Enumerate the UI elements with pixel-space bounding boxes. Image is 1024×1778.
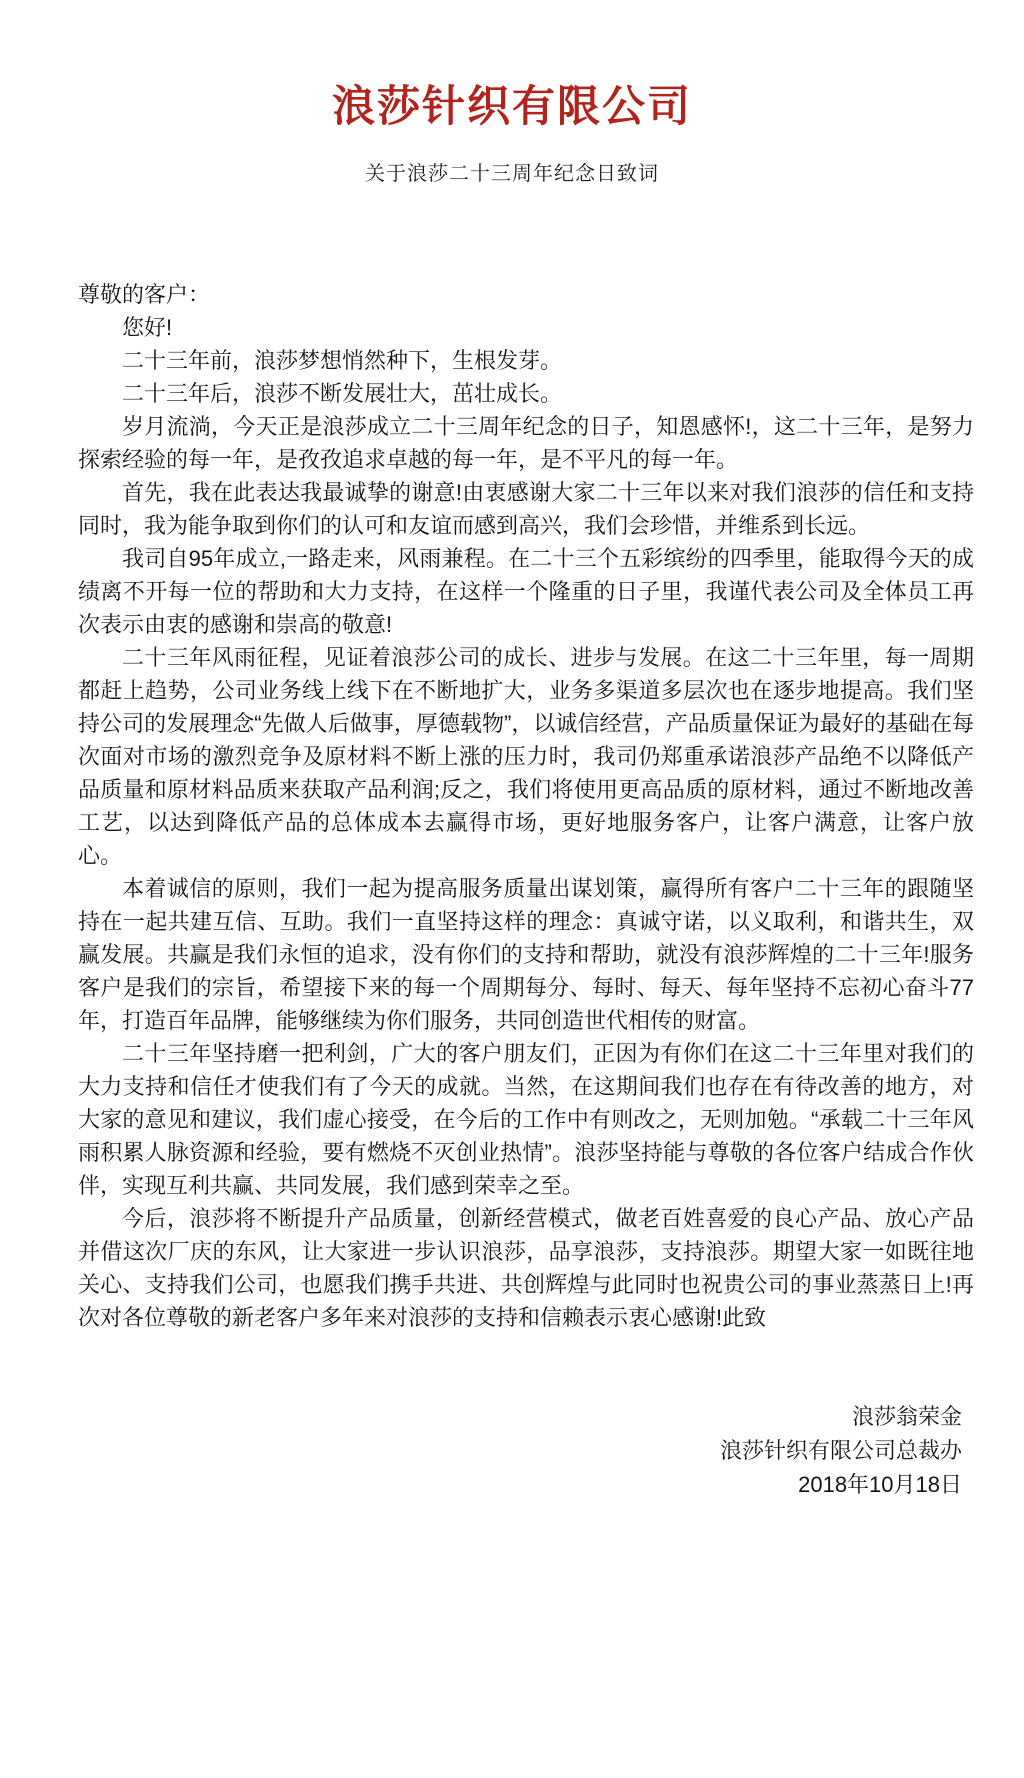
letter-header bbox=[0, 0, 1024, 186]
letter-subtitle: 关于浪莎二十三周年纪念日致词 bbox=[365, 163, 659, 185]
letter-body bbox=[78, 278, 974, 1502]
letter-paragraph: 我司自95年成立,一路走来，风雨兼程。在二十三个五彩缤纷的四季里，能取得今天的成绩离不开每一位的帮助和大力支持，在这样一个隆重的日子里，我谨代表公司及全体员工再次表示由衷的感谢和崇高的敬意! bbox=[78, 546, 974, 637]
letter-paragraph: 二十三年前，浪莎梦想悄然种下，生根发芽。 bbox=[122, 348, 563, 373]
salutation: 尊敬的客户： bbox=[78, 282, 211, 307]
letter-paragraph: 二十三年后，浪莎不断发展壮大，茁壮成长。 bbox=[122, 381, 563, 406]
letter-paragraph: 本着诚信的原则，我们一起为提高服务质量出谋划策，赢得所有客户二十三年的跟随坚持在一起共建互信、互助。我们一直坚持这样的理念：真诚守诺，以义取利，和谐共生，双赢发展。共赢是我们永恒的追求，没有你们的支持和帮助，就没有浪莎辉煌的二十三年!服务客户是我们的宗旨，希望接下来的每一个周期每分、每时、每天、每年坚持不忘初心奋斗77年，打造百年品牌，能够继续为你们服务，共同创造世代相传的财富。 bbox=[78, 876, 974, 1033]
letter-paragraph: 首先，我在此表达我最诚挚的谢意!由衷感谢大家二十三年以来对我们浪莎的信任和支持同时，我为能争取到你们的认可和友谊而感到高兴，我们会珍惜，并维系到长远。 bbox=[78, 480, 974, 538]
letter-paragraph: 二十三年坚持磨一把利剑，广大的客户朋友们，正因为有你们在这二十三年里对我们的大力支持和信任才使我们有了今天的成就。当然，在这期间我们也存在有待改善的地方，对大家的意见和建议，我们虚心接受，在今后的工作中有则改之，无则加勉。“承载二十三年风雨积累人脉资源和经验，要有燃烧不灭创业热情”。浪莎坚持能与尊敬的各位客户结成合作伙伴，实现互利共赢、共同发展，我们感到荣幸之至。 bbox=[78, 1041, 974, 1198]
letter-paragraph: 您好! bbox=[122, 315, 173, 340]
company-title: 浪莎针织有限公司 bbox=[332, 83, 692, 131]
signature-name: 浪莎翁荣金 bbox=[851, 1404, 962, 1429]
letter-paragraph: 岁月流淌，今天正是浪莎成立二十三周年纪念的日子，知恩感怀!，这二十三年，是努力探索经验的每一年，是孜孜追求卓越的每一年，是不平凡的每一年。 bbox=[78, 414, 974, 472]
signature-block bbox=[78, 1400, 974, 1502]
letter-paragraph: 今后，浪莎将不断提升产品质量，创新经营模式，做老百姓喜爱的良心产品、放心产品并借这次厂庆的东风，让大家进一步认识浪莎，品享浪莎，支持浪莎。期望大家一如既往地关心、支持我们公司，也愿我们携手共进、共创辉煌与此同时也祝贵公司的事业蒸蒸日上!再次对各位尊敬的新老客户多年来对浪莎的支持和信赖表示衷心感谢!此致 bbox=[78, 1206, 974, 1330]
letter-paragraph: 二十三年风雨征程，见证着浪莎公司的成长、进步与发展。在这二十三年里，每一周期都赶上趋势，公司业务线上线下在不断地扩大，业务多渠道多层次也在逐步地提高。我们坚持公司的发展理念“先做人后做事，厚德载物”，以诚信经营，产品质量保证为最好的基础在每次面对市场的激烈竞争及原材料不断上涨的压力时，我司仍郑重承诺浪莎产品绝不以降低产品质量和原材料品质来获取产品利润;反之，我们将使用更高品质的原材料，通过不断地改善工艺，以达到降低产品的总体成本去赢得市场，更好地服务客户，让客户满意，让客户放心。 bbox=[78, 645, 974, 868]
signature-org: 浪莎针织有限公司总裁办 bbox=[719, 1438, 962, 1463]
signature-date: 2018年10月18日 bbox=[798, 1472, 962, 1497]
